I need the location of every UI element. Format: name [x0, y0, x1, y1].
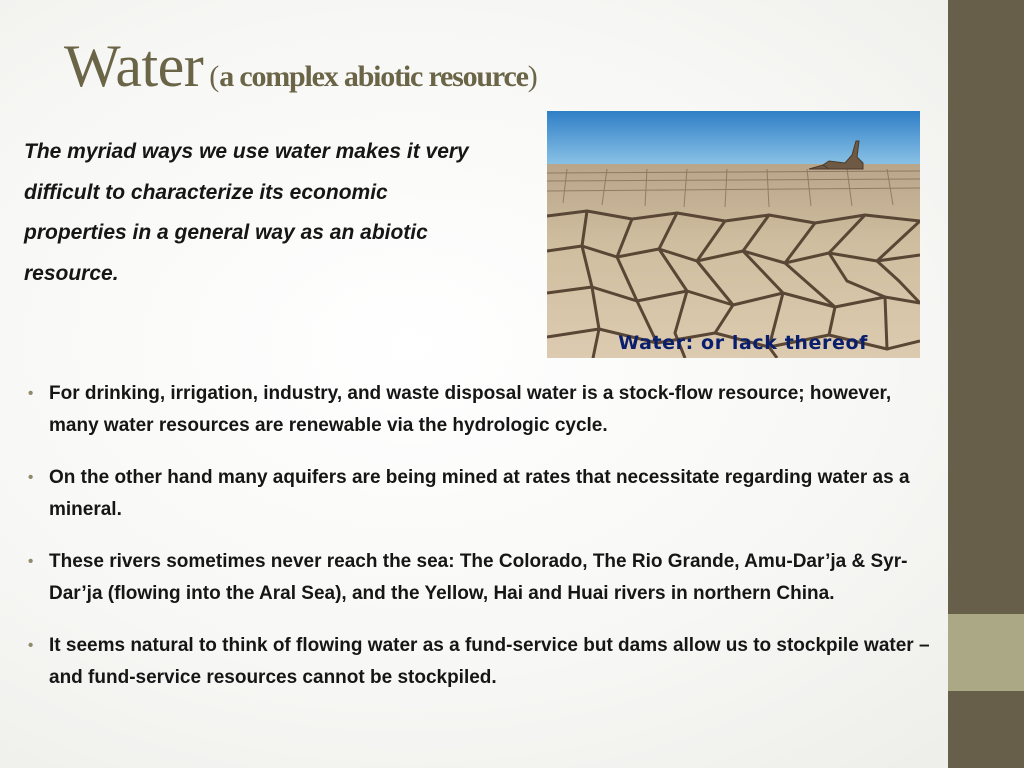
- title-subtitle: a complex abiotic resource: [219, 60, 528, 93]
- intro-text: The myriad ways we use water makes it very difficult to characterize its economic properties in a general way as an abiotic resource.: [24, 140, 469, 285]
- bullet-item: • These rivers sometimes never reach the sea: The Colorado, The Rio Grande, Amu-Dar’ja & Syr-Dar’ja (flowing into the Aral Sea), and the Yellow, Hai and Huai rivers in northern China.: [28, 546, 934, 609]
- title-main: Water: [64, 33, 204, 99]
- bullet-list: [28, 378, 934, 714]
- sidebar-accent-band: [948, 614, 1024, 691]
- cracked-earth-icon: [547, 111, 920, 358]
- cracked-dry-earth-photo: [547, 111, 920, 358]
- bullet-item: • It seems natural to think of flowing water as a fund-service but dams allow us to stockpile water – and fund-service resources cannot be stockpiled.: [28, 630, 934, 693]
- title-close-paren: ): [527, 60, 538, 93]
- bullet-item: • For drinking, irrigation, industry, and waste disposal water is a stock-flow resource; however, many water resources are renewable via the hydrologic cycle.: [28, 378, 934, 441]
- slide-title: [64, 33, 538, 99]
- bullet-item: • On the other hand many aquifers are being mined at rates that necessitate regarding water as a mineral.: [28, 462, 934, 525]
- image-caption: Water: or lack thereof: [618, 332, 868, 354]
- title-open-paren: (: [209, 60, 220, 93]
